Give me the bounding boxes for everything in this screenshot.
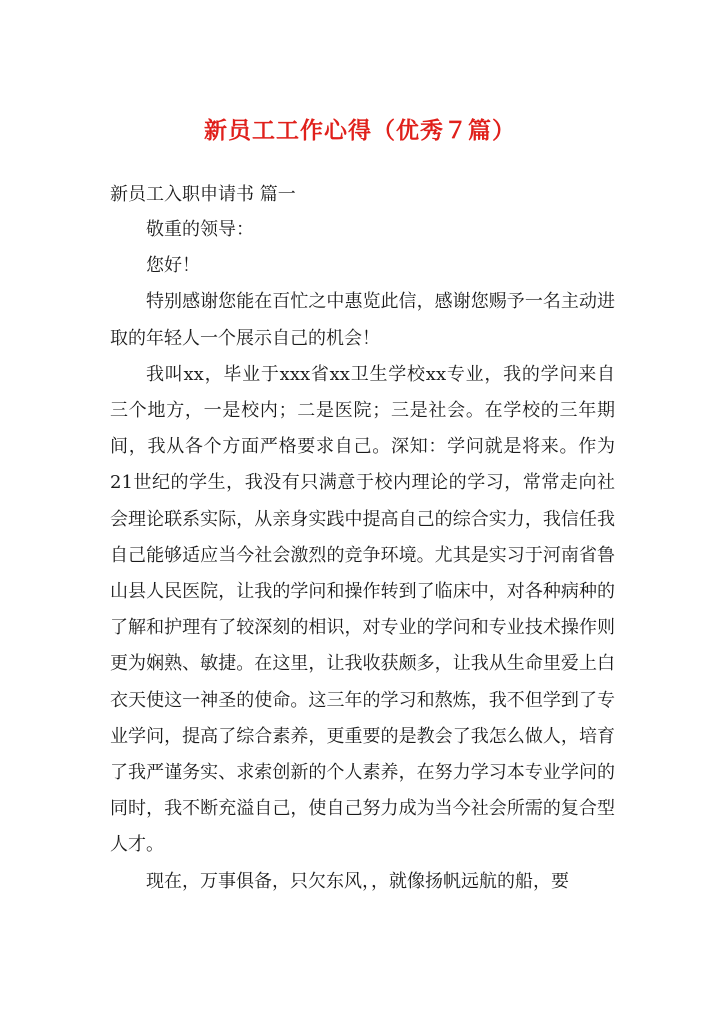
paragraph-closing: 现在，万事俱备，只欠东风，，就像扬帆远航的船，要 — [146, 870, 569, 892]
section-heading: 新员工入职申请书 篇一 — [110, 184, 296, 205]
greeting: 您好！ — [146, 255, 200, 277]
salutation: 敬重的领导： — [146, 219, 254, 240]
document-title: 新员工工作心得（优秀７篇） — [204, 117, 516, 144]
body-text — [110, 212, 615, 900]
paragraph-background: 我叫xx，毕业于xxx省xx卫生学校xx专业，我的学问来自三个地方，一是校内；二是医院；三是社会。在学校的三年期间，我从各个方面严格要求自己。深知：学问就是将来。作为21世纪的学生，我没有只满意于校内理论的学习，常常走向社会理论联系实际，从亲身实践中提高自己的综合实力，我信任我自己能够适应当今社会激烈的竞争环境。尤其是实习于河南省鲁山县人民医院，让我的学问和操作转到了临床中，对各种病种的了解和护理有了较深刻的相识，对专业的学问和专业技术操作则更为娴熟、敏捷。在这里，让我收获颇多，让我从生命里爱上白衣天使这一神圣的使命。这三年的学习和熬炼，我不但学到了专业学问，提高了综合素养，更重要的是教会了我怎么做人，培育了我严谨务实、求索创新的个人素养，在努力学习本专业学问的同时，我不断充溢自己，使自己努力成为当今社会所需的复合型人才。 — [110, 363, 615, 856]
paragraph-intro: 特别感谢您能在百忙之中惠览此信，感谢您赐予一名主动进取的年轻人一个展示自己的机会！ — [110, 291, 615, 349]
